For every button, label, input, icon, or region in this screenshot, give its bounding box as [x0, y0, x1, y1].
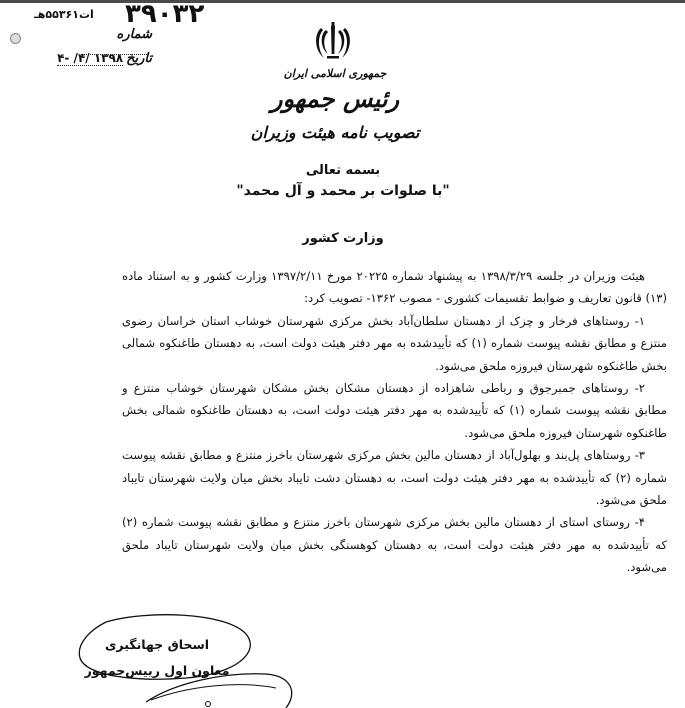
number-label: شماره	[116, 27, 152, 42]
decree-item-3: ۳- روستاهای پل‌بند و بهلول‌آباد از دهستان مالین بخش مرکزی شهرستان باخرز منتزع و مطابق نقشه پیوست شماره (۲) که تأییدشده به مهر دفتر هیئت دولت است، به دهستان دشت تایباد بخش میان ولایت شهرستان تایباد ملحق می‌شود.	[122, 448, 667, 508]
intro-paragraph: هیئت وزیران در جلسه ۱۳۹۸/۳/۲۹ به پیشنهاد شماره ۲۰۲۲۵ مورخ ۱۳۹۷/۲/۱۱ وزارت کشور و به استناد ماده (۱۳) قانون تعاریف و ضوابط تقسیمات کشوری - مصوب ۱۳۶۲- تصویب کرد:	[122, 269, 667, 306]
signatory-name: اسحاق جهانگیری	[104, 637, 210, 652]
decree-item-4: ۴- روستای استای از دهستان مالین بخش مرکزی شهرستان باخرز منتزع و مطابق نقشه پیوست شماره (۲) که تأییدشده به مهر دفتر هیئت دولت است، به دهستان کوهسنگی بخش میان ولایت شهرستان تایباد ملحق می‌شود.	[122, 515, 667, 575]
iran-emblem-icon	[312, 20, 354, 62]
bismillah: بسمه تعالی	[305, 163, 381, 178]
handwritten-signature	[76, 612, 306, 708]
date-field	[52, 51, 152, 66]
handwritten-reference-number: ۳۹۰۳۲	[125, 0, 205, 29]
date-label: تاریخ	[126, 51, 152, 66]
recipient-ministry: وزارت کشور	[302, 231, 384, 246]
signatory-title: معاون اول رییس‌جمهور	[84, 663, 230, 678]
salavat-line: "با صلوات بر محمد و آل محمد"	[236, 183, 450, 199]
reference-code: ات۵۵۳۶۱هـ	[34, 8, 94, 21]
republic-heading: جمهوری اسلامی ایران	[283, 67, 387, 80]
cabinet-approval-heading: تصویب نامه هیئت وزیران	[250, 123, 420, 142]
window-top-border	[0, 0, 685, 3]
decree-item-2: ۲- روستاهای جمبرجوق و رباطی شاهزاده از دهستان مشکان بخش مشکان شهرستان خوشاب منتزع و مطابق نقشه پیوست شماره (۱) که تأییدشده به مهر دفتر هیئت دولت است، به دهستان طاغنکوه شمالی بخش طاغنکوه شهرستان فیروزه ملحق می‌شود.	[122, 381, 667, 440]
decree-item-1: ۱- روستاهای فرخار و چزک از دهستان سلطان‌آباد بخش مرکزی شهرستان خوشاب استان خراسان رضوی منتزع و مطابق نقشه پیوست شماره (۱) که تأییدشده به مهر دفتر هیئت دولت است، به دهستان طاغنکوه شمالی بخش طاغنکوه شهرستان فیروزه ملحق می‌شود.	[122, 313, 667, 373]
punch-hole-icon	[10, 33, 21, 44]
date-value: ۱۳۹۸ /۴/ -۴	[57, 51, 124, 65]
president-heading: رئیس جمهور	[270, 84, 400, 113]
decree-body	[122, 265, 667, 579]
